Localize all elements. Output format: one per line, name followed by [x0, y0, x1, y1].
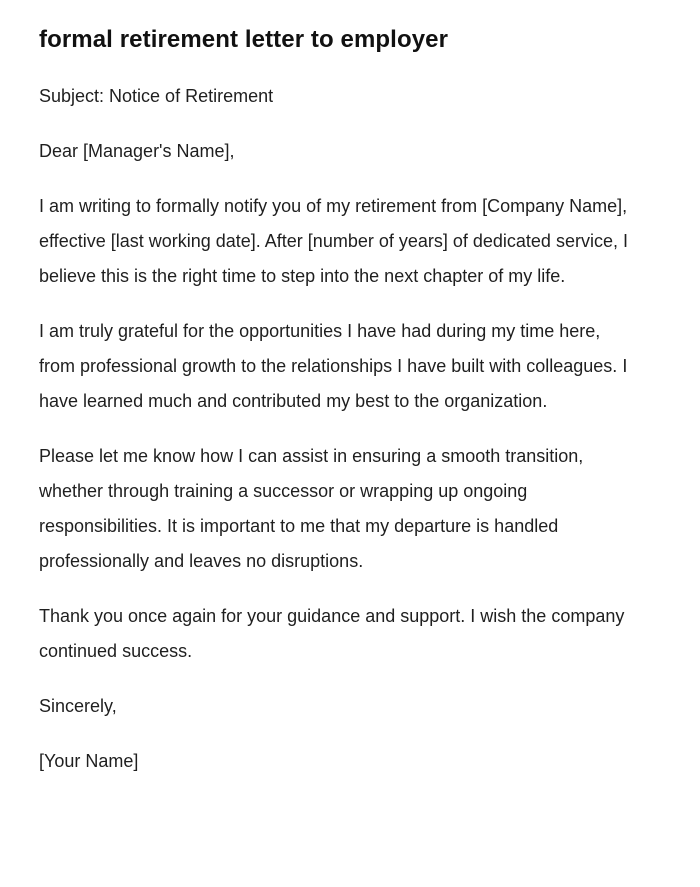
body-paragraph: I am truly grateful for the opportunities I have had during my time here, from professional growth to the relationships I have built with colleagues. I have learned much and contributed my best to the organization. [39, 321, 628, 411]
page-title: formal retirement letter to employer [39, 26, 449, 53]
salutation: Dear [Manager's Name], [39, 141, 235, 161]
subject-line: Subject: Notice of Retirement [39, 86, 274, 106]
body-paragraph: I am writing to formally notify you of my retirement from [Company Name], effective [last working date]. After [number of years] of dedicated service, I believe this is the right time to step into the next chapter of my life. [39, 196, 628, 286]
body-paragraph: Please let me know how I can assist in ensuring a smooth transition, whether through training a successor or wrapping up ongoing responsibilities. It is important to me that my departure is handled professionally and leaves no disruptions. [39, 446, 584, 571]
closing: Sincerely, [39, 696, 117, 716]
body-paragraph: Thank you once again for your guidance and support. I wish the company continued success. [39, 606, 625, 661]
signature-placeholder: [Your Name] [39, 751, 139, 771]
